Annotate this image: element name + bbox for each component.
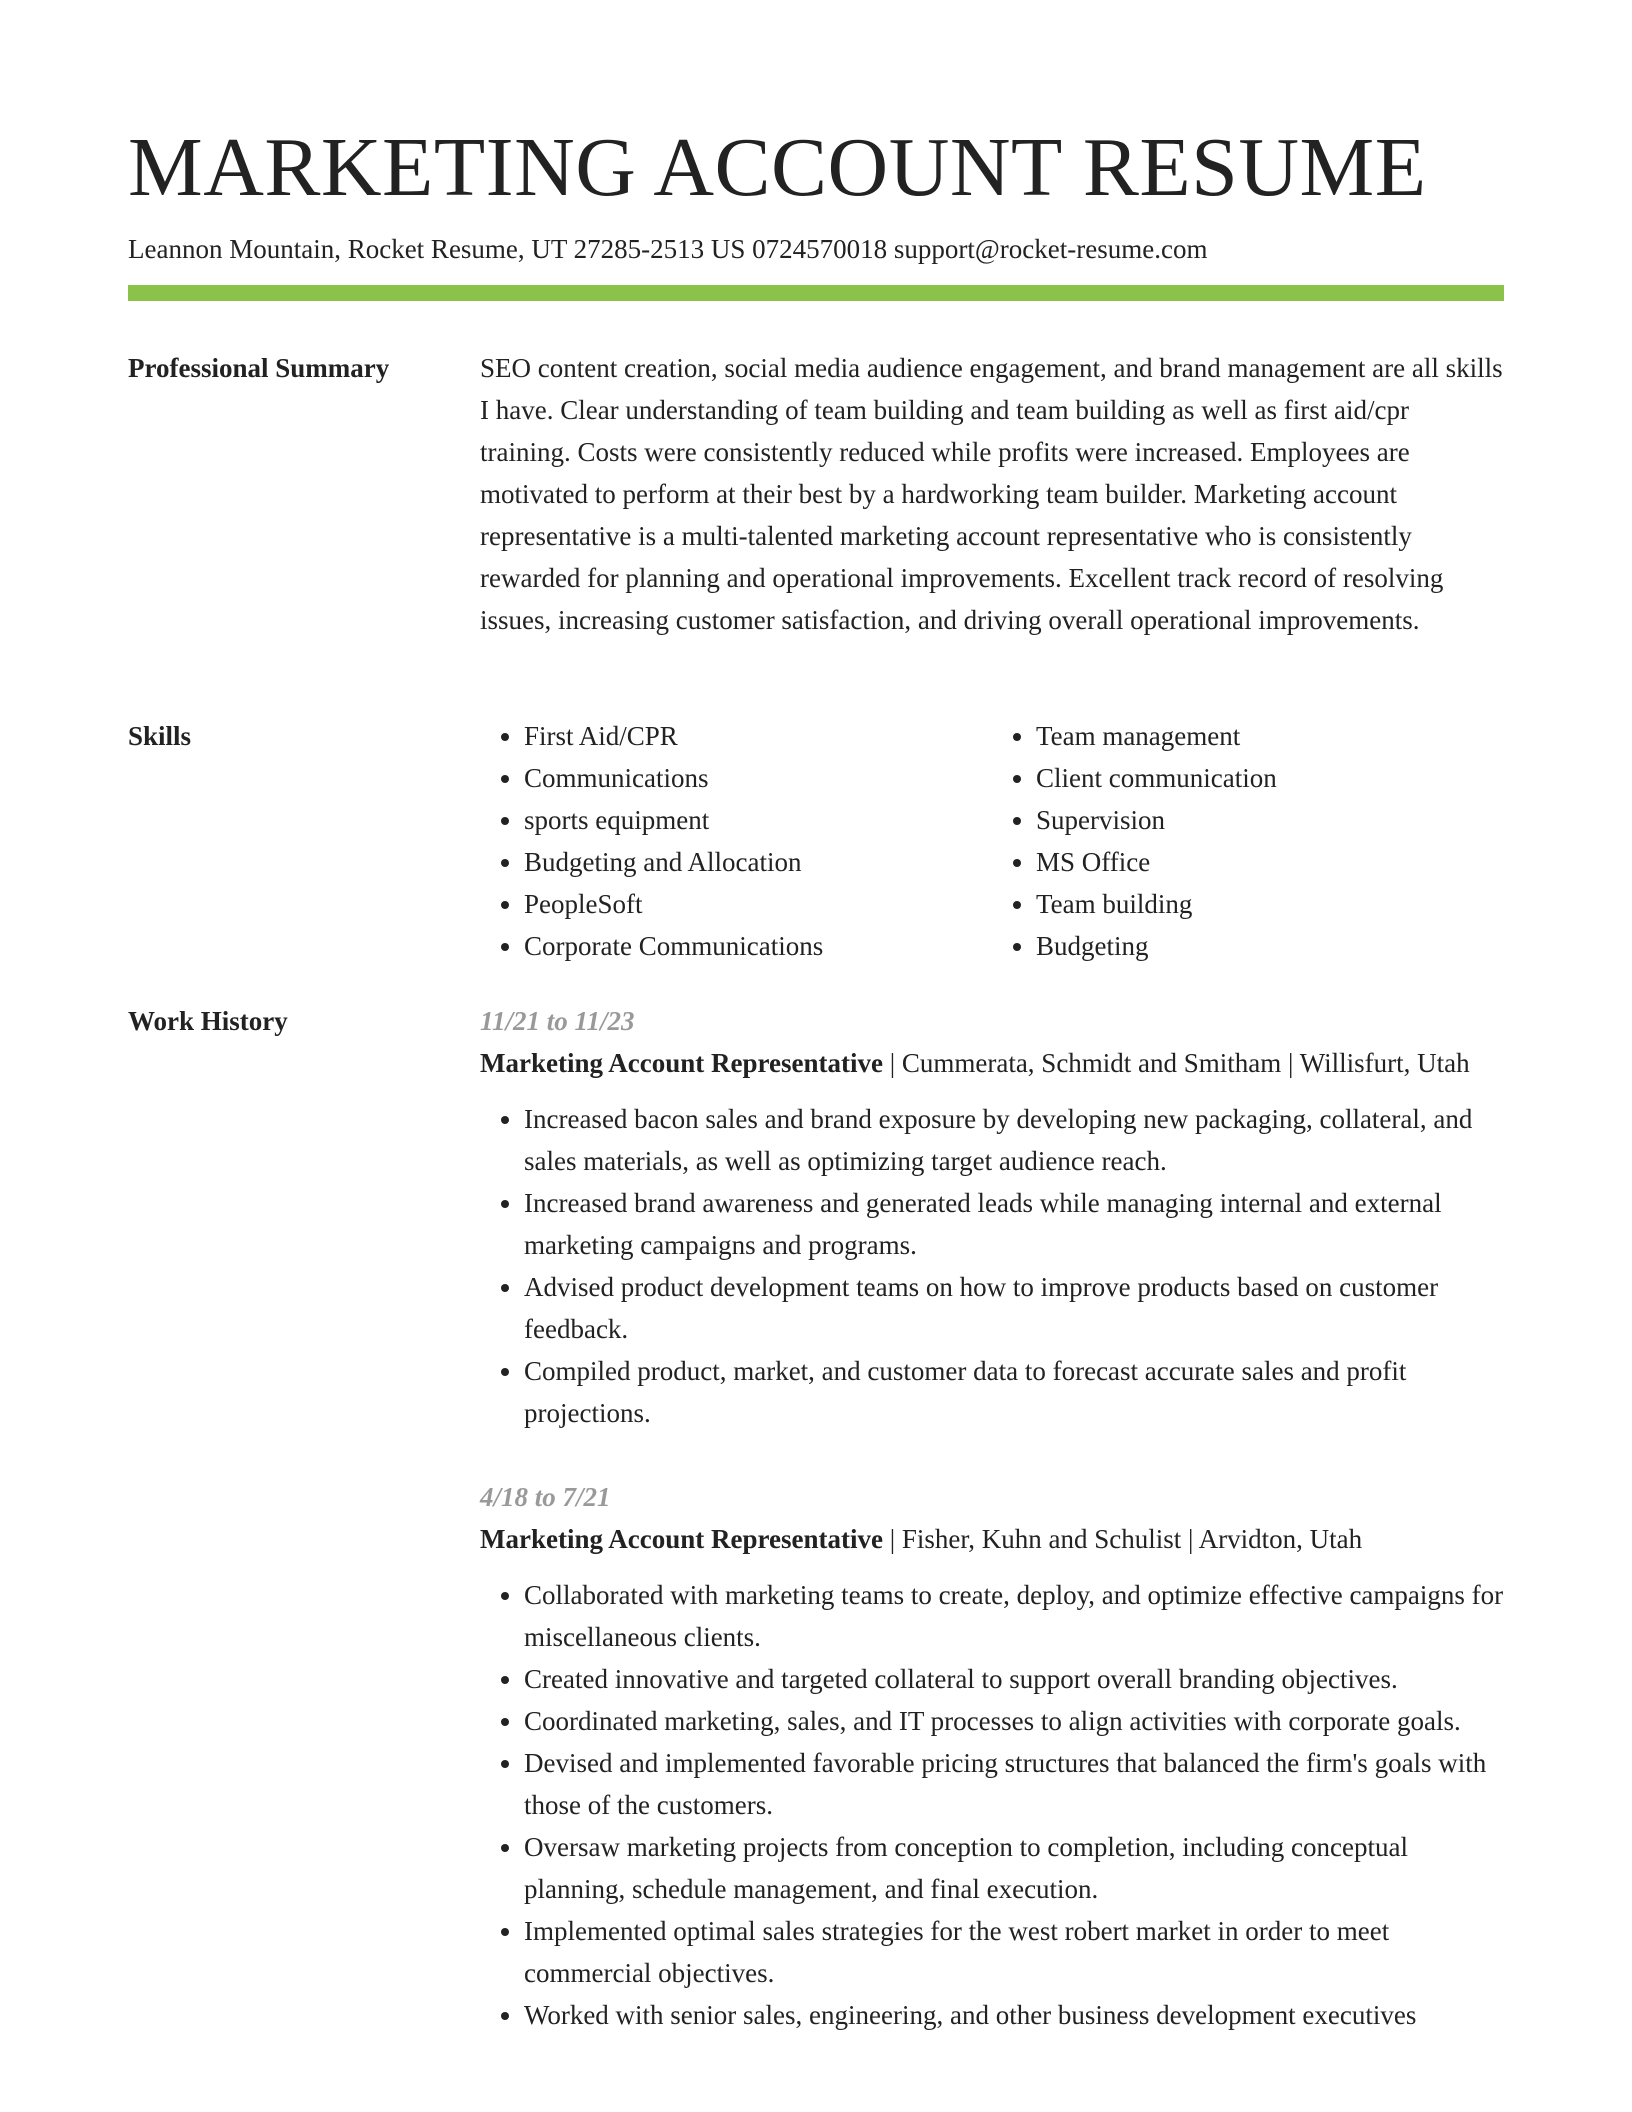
professional-summary-text: SEO content creation, social media audience engagement, and brand management are all skills I have. Clear understanding of team building and team building as well as first aid/cpr training. Costs were consistently reduced while profits were increased. Employees are motivated to perform at their best by a hardworking team builder. Marketing account representative is a multi-talented marketing account representative who is consistently rewarded for planning and operational improvements. Excellent track record of resolving issues, increasing customer satisfaction, and driving overall operational improvements.	[480, 353, 1503, 635]
job-bullet: • Increased bacon sales and brand exposure by developing new packaging, collateral, and sales materials, as well as optimizing target audience reach.	[524, 1098, 1504, 1182]
job-company-location: | Fisher, Kuhn and Schulist | Arvidton, Utah	[882, 1524, 1363, 1554]
job-dates: 11/21 to 11/23	[480, 1006, 635, 1036]
resume-title: MARKETING ACCOUNT RESUME	[128, 121, 1427, 214]
skill-item: • Budgeting and Allocation	[524, 841, 992, 883]
skill-item: • Budgeting	[1036, 925, 1504, 967]
job-bullet: • Implemented optimal sales strategies for the west robert market in order to meet commercial objectives.	[524, 1910, 1504, 1994]
job-bullet: • Created innovative and targeted collateral to support overall branding objectives.	[524, 1658, 1504, 1700]
skills-columns	[480, 715, 1504, 967]
job-heading-line	[480, 1042, 1504, 1084]
job-title: Marketing Account Representative	[480, 1524, 883, 1554]
skill-item: • Client communication	[1036, 757, 1504, 799]
job-entry	[480, 1000, 1504, 1434]
job-bullet-list	[480, 1098, 1504, 1434]
job-dates: 4/18 to 7/21	[480, 1482, 611, 1512]
job-bullet: • Worked with senior sales, engineering, and other business development executives	[524, 1994, 1504, 2036]
job-bullet: • Coordinated marketing, sales, and IT processes to align activities with corporate goals.	[524, 1700, 1504, 1742]
job-bullet: • Collaborated with marketing teams to create, deploy, and optimize effective campaigns for miscellaneous clients.	[524, 1574, 1504, 1658]
job-heading-line	[480, 1518, 1504, 1560]
skill-item: • Team building	[1036, 883, 1504, 925]
work-history-body	[480, 1000, 1504, 2036]
skill-item: • PeopleSoft	[524, 883, 992, 925]
skill-item: • MS Office	[1036, 841, 1504, 883]
skill-item: • First Aid/CPR	[524, 715, 992, 757]
professional-summary-body	[480, 347, 1504, 641]
job-bullet: • Compiled product, market, and customer data to forecast accurate sales and profit projections.	[524, 1350, 1504, 1434]
job-bullet: • Advised product development teams on how to improve products based on customer feedback.	[524, 1266, 1504, 1350]
skill-item: • Team management	[1036, 715, 1504, 757]
job-entry	[480, 1476, 1504, 2036]
accent-divider	[128, 285, 1504, 301]
job-title: Marketing Account Representative	[480, 1048, 883, 1078]
job-bullet: • Oversaw marketing projects from conception to completion, including conceptual planning, schedule management, and final execution.	[524, 1826, 1504, 1910]
skills-list-right	[992, 715, 1504, 967]
work-history-heading: Work History	[128, 1006, 288, 1036]
professional-summary-heading: Professional Summary	[128, 353, 390, 383]
skill-item: • Supervision	[1036, 799, 1504, 841]
job-company-location: | Cummerata, Schmidt and Smitham | Willisfurt, Utah	[882, 1048, 1470, 1078]
skill-item: • Communications	[524, 757, 992, 799]
job-bullet: • Devised and implemented favorable pricing structures that balanced the firm's goals with those of the customers.	[524, 1742, 1504, 1826]
skill-item: • Corporate Communications	[524, 925, 992, 967]
contact-line: Leannon Mountain, Rocket Resume, UT 27285-2513 US 0724570018 support@rocket-resume.com	[128, 234, 1208, 264]
job-bullet: • Increased brand awareness and generated leads while managing internal and external marketing campaigns and programs.	[524, 1182, 1504, 1266]
skills-heading: Skills	[128, 721, 192, 751]
skill-item: • sports equipment	[524, 799, 992, 841]
skills-list-left	[480, 715, 992, 967]
job-bullet-list	[480, 1574, 1504, 2036]
skills-body	[480, 715, 1504, 967]
